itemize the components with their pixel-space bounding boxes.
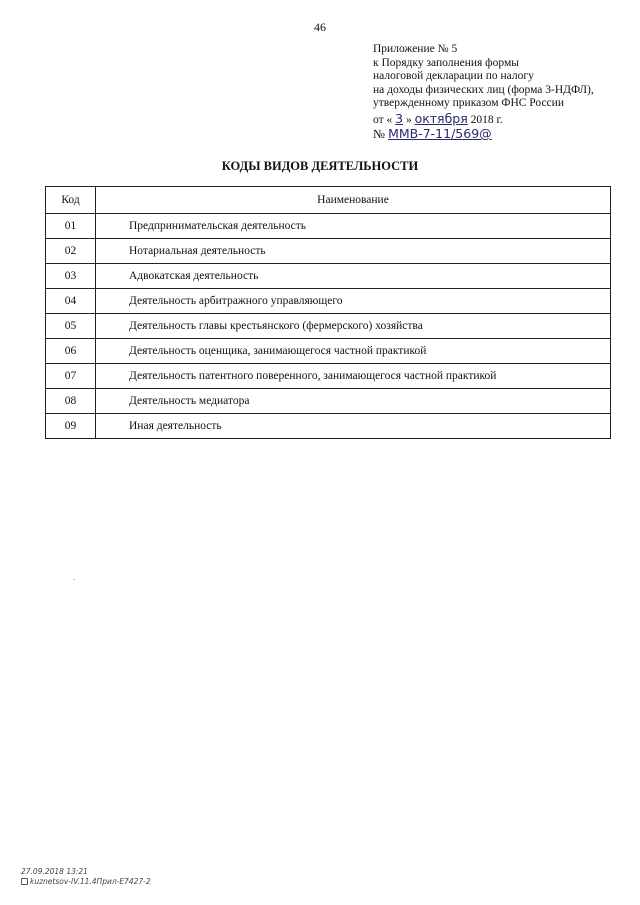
footer-file-path: kuznetsov-IV.11.4Прил-E7427-2 bbox=[30, 877, 151, 886]
row-name: Адвокатская деятельность bbox=[96, 264, 611, 289]
row-code: 03 bbox=[46, 264, 96, 289]
row-name: Предпринимательская деятельность bbox=[96, 214, 611, 239]
appendix-block bbox=[373, 43, 633, 142]
table-row bbox=[46, 214, 611, 239]
row-name: Деятельность арбитражного управляющего bbox=[96, 289, 611, 314]
appendix-line: к Порядку заполнения формы bbox=[373, 56, 519, 69]
order-prefix: № bbox=[373, 127, 385, 141]
document-title: КОДЫ ВИДОВ ДЕЯТЕЛЬНОСТИ bbox=[221, 159, 419, 173]
footer-file-row bbox=[21, 877, 151, 887]
date-prefix: от « bbox=[373, 113, 393, 126]
appendix-line: Приложение № 5 bbox=[373, 43, 458, 55]
table-header-row bbox=[46, 187, 611, 214]
row-code: 05 bbox=[46, 314, 96, 339]
row-code: 06 bbox=[46, 339, 96, 364]
page-number: 46 bbox=[314, 20, 326, 34]
row-code: 01 bbox=[46, 214, 96, 239]
appendix-line: утвержденному приказом ФНС России bbox=[373, 97, 564, 109]
order-number: ММВ-7-11/569@ bbox=[388, 126, 492, 141]
date-day: 3 bbox=[395, 110, 404, 126]
footer-stamp bbox=[21, 867, 151, 887]
row-code: 07 bbox=[46, 364, 96, 389]
table-row bbox=[46, 239, 611, 264]
appendix-line: на доходы физических лиц (форма 3-НДФЛ), bbox=[373, 83, 594, 96]
appendix-line: налоговой декларации по налогу bbox=[373, 70, 534, 82]
row-code: 09 bbox=[46, 414, 96, 439]
order-number-line bbox=[373, 127, 633, 142]
row-name: Деятельность оценщика, занимающегося частной практикой bbox=[96, 339, 611, 364]
table-row bbox=[46, 364, 611, 389]
row-code: 02 bbox=[46, 239, 96, 264]
date-month: октября bbox=[414, 110, 468, 126]
header-name: Наименование bbox=[96, 187, 611, 214]
row-code: 08 bbox=[46, 389, 96, 414]
file-icon bbox=[21, 878, 28, 885]
activity-codes-table bbox=[45, 186, 611, 439]
table-row bbox=[46, 289, 611, 314]
table-row bbox=[46, 339, 611, 364]
date-year: 2018 г. bbox=[470, 113, 503, 126]
table-row bbox=[46, 264, 611, 289]
table-row bbox=[46, 414, 611, 439]
date-mid: » bbox=[405, 113, 412, 126]
appendix-date bbox=[373, 112, 633, 128]
header-code: Код bbox=[46, 187, 96, 214]
scan-speck bbox=[73, 579, 75, 580]
row-name: Деятельность главы крестьянского (фермерского) хозяйства bbox=[96, 314, 611, 339]
footer-timestamp: 27.09.2018 13:21 bbox=[21, 867, 88, 876]
row-code: 04 bbox=[46, 289, 96, 314]
row-name: Нотариальная деятельность bbox=[96, 239, 611, 264]
row-name: Деятельность медиатора bbox=[96, 389, 611, 414]
row-name: Иная деятельность bbox=[96, 414, 611, 439]
row-name: Деятельность патентного поверенного, занимающегося частной практикой bbox=[96, 364, 611, 389]
table-row bbox=[46, 314, 611, 339]
table-row bbox=[46, 389, 611, 414]
